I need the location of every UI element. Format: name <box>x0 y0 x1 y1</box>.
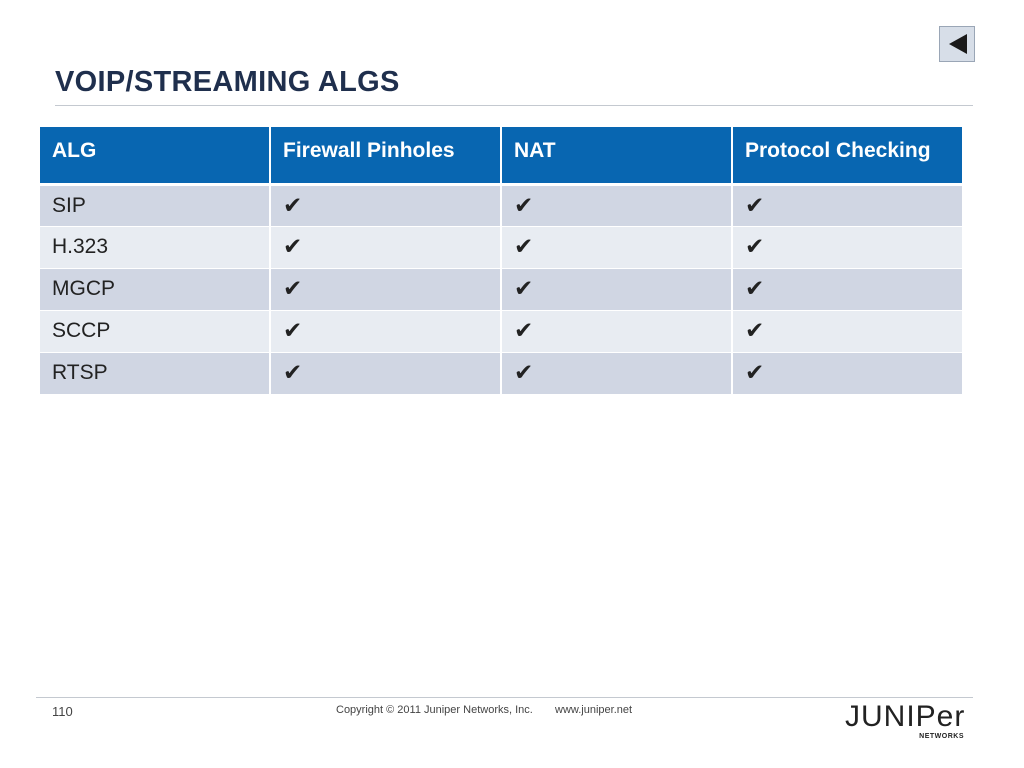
alg-table <box>40 127 962 395</box>
alg-name-cell: H.323 <box>40 226 270 268</box>
protocol-checking-check: ✔ <box>732 268 962 310</box>
firewall-pinholes-check: ✔ <box>270 226 501 268</box>
firewall-pinholes-check: ✔ <box>270 310 501 352</box>
logo-subtext: NETWORKS <box>919 733 964 740</box>
table-row <box>40 226 962 268</box>
website-link[interactable]: www.juniper.net <box>555 704 633 716</box>
firewall-pinholes-check: ✔ <box>270 268 501 310</box>
alg-name-cell: MGCP <box>40 268 270 310</box>
table-row <box>40 352 962 394</box>
nat-check: ✔ <box>501 226 732 268</box>
column-header-firewall-pinholes: Firewall Pinholes <box>270 127 501 184</box>
nat-check: ✔ <box>501 310 732 352</box>
protocol-checking-check: ✔ <box>732 184 962 226</box>
alg-name-cell: RTSP <box>40 352 270 394</box>
back-arrow-icon <box>940 27 974 61</box>
protocol-checking-check: ✔ <box>732 352 962 394</box>
page-number: 110 <box>52 704 73 719</box>
back-button[interactable] <box>939 26 975 62</box>
nat-check: ✔ <box>501 352 732 394</box>
nat-check: ✔ <box>501 268 732 310</box>
table-row <box>40 310 962 352</box>
table-header-row <box>40 127 962 184</box>
footer-divider <box>36 697 973 698</box>
column-header-alg: ALG <box>40 127 270 184</box>
juniper-logo <box>845 702 970 742</box>
page-title: VOIP/STREAMING ALGS <box>55 66 400 98</box>
title-divider <box>55 105 973 106</box>
table-row <box>40 184 962 226</box>
protocol-checking-check: ✔ <box>732 226 962 268</box>
alg-name-cell: SIP <box>40 184 270 226</box>
firewall-pinholes-check: ✔ <box>270 352 501 394</box>
logo-wordmark: JUNIPer <box>845 700 966 733</box>
table-row <box>40 268 962 310</box>
nat-check: ✔ <box>501 184 732 226</box>
protocol-checking-check: ✔ <box>732 310 962 352</box>
firewall-pinholes-check: ✔ <box>270 184 501 226</box>
column-header-protocol-checking: Protocol Checking <box>732 127 962 184</box>
copyright-text: Copyright © 2011 Juniper Networks, Inc. <box>336 704 533 716</box>
alg-name-cell: SCCP <box>40 310 270 352</box>
column-header-nat: NAT <box>501 127 732 184</box>
